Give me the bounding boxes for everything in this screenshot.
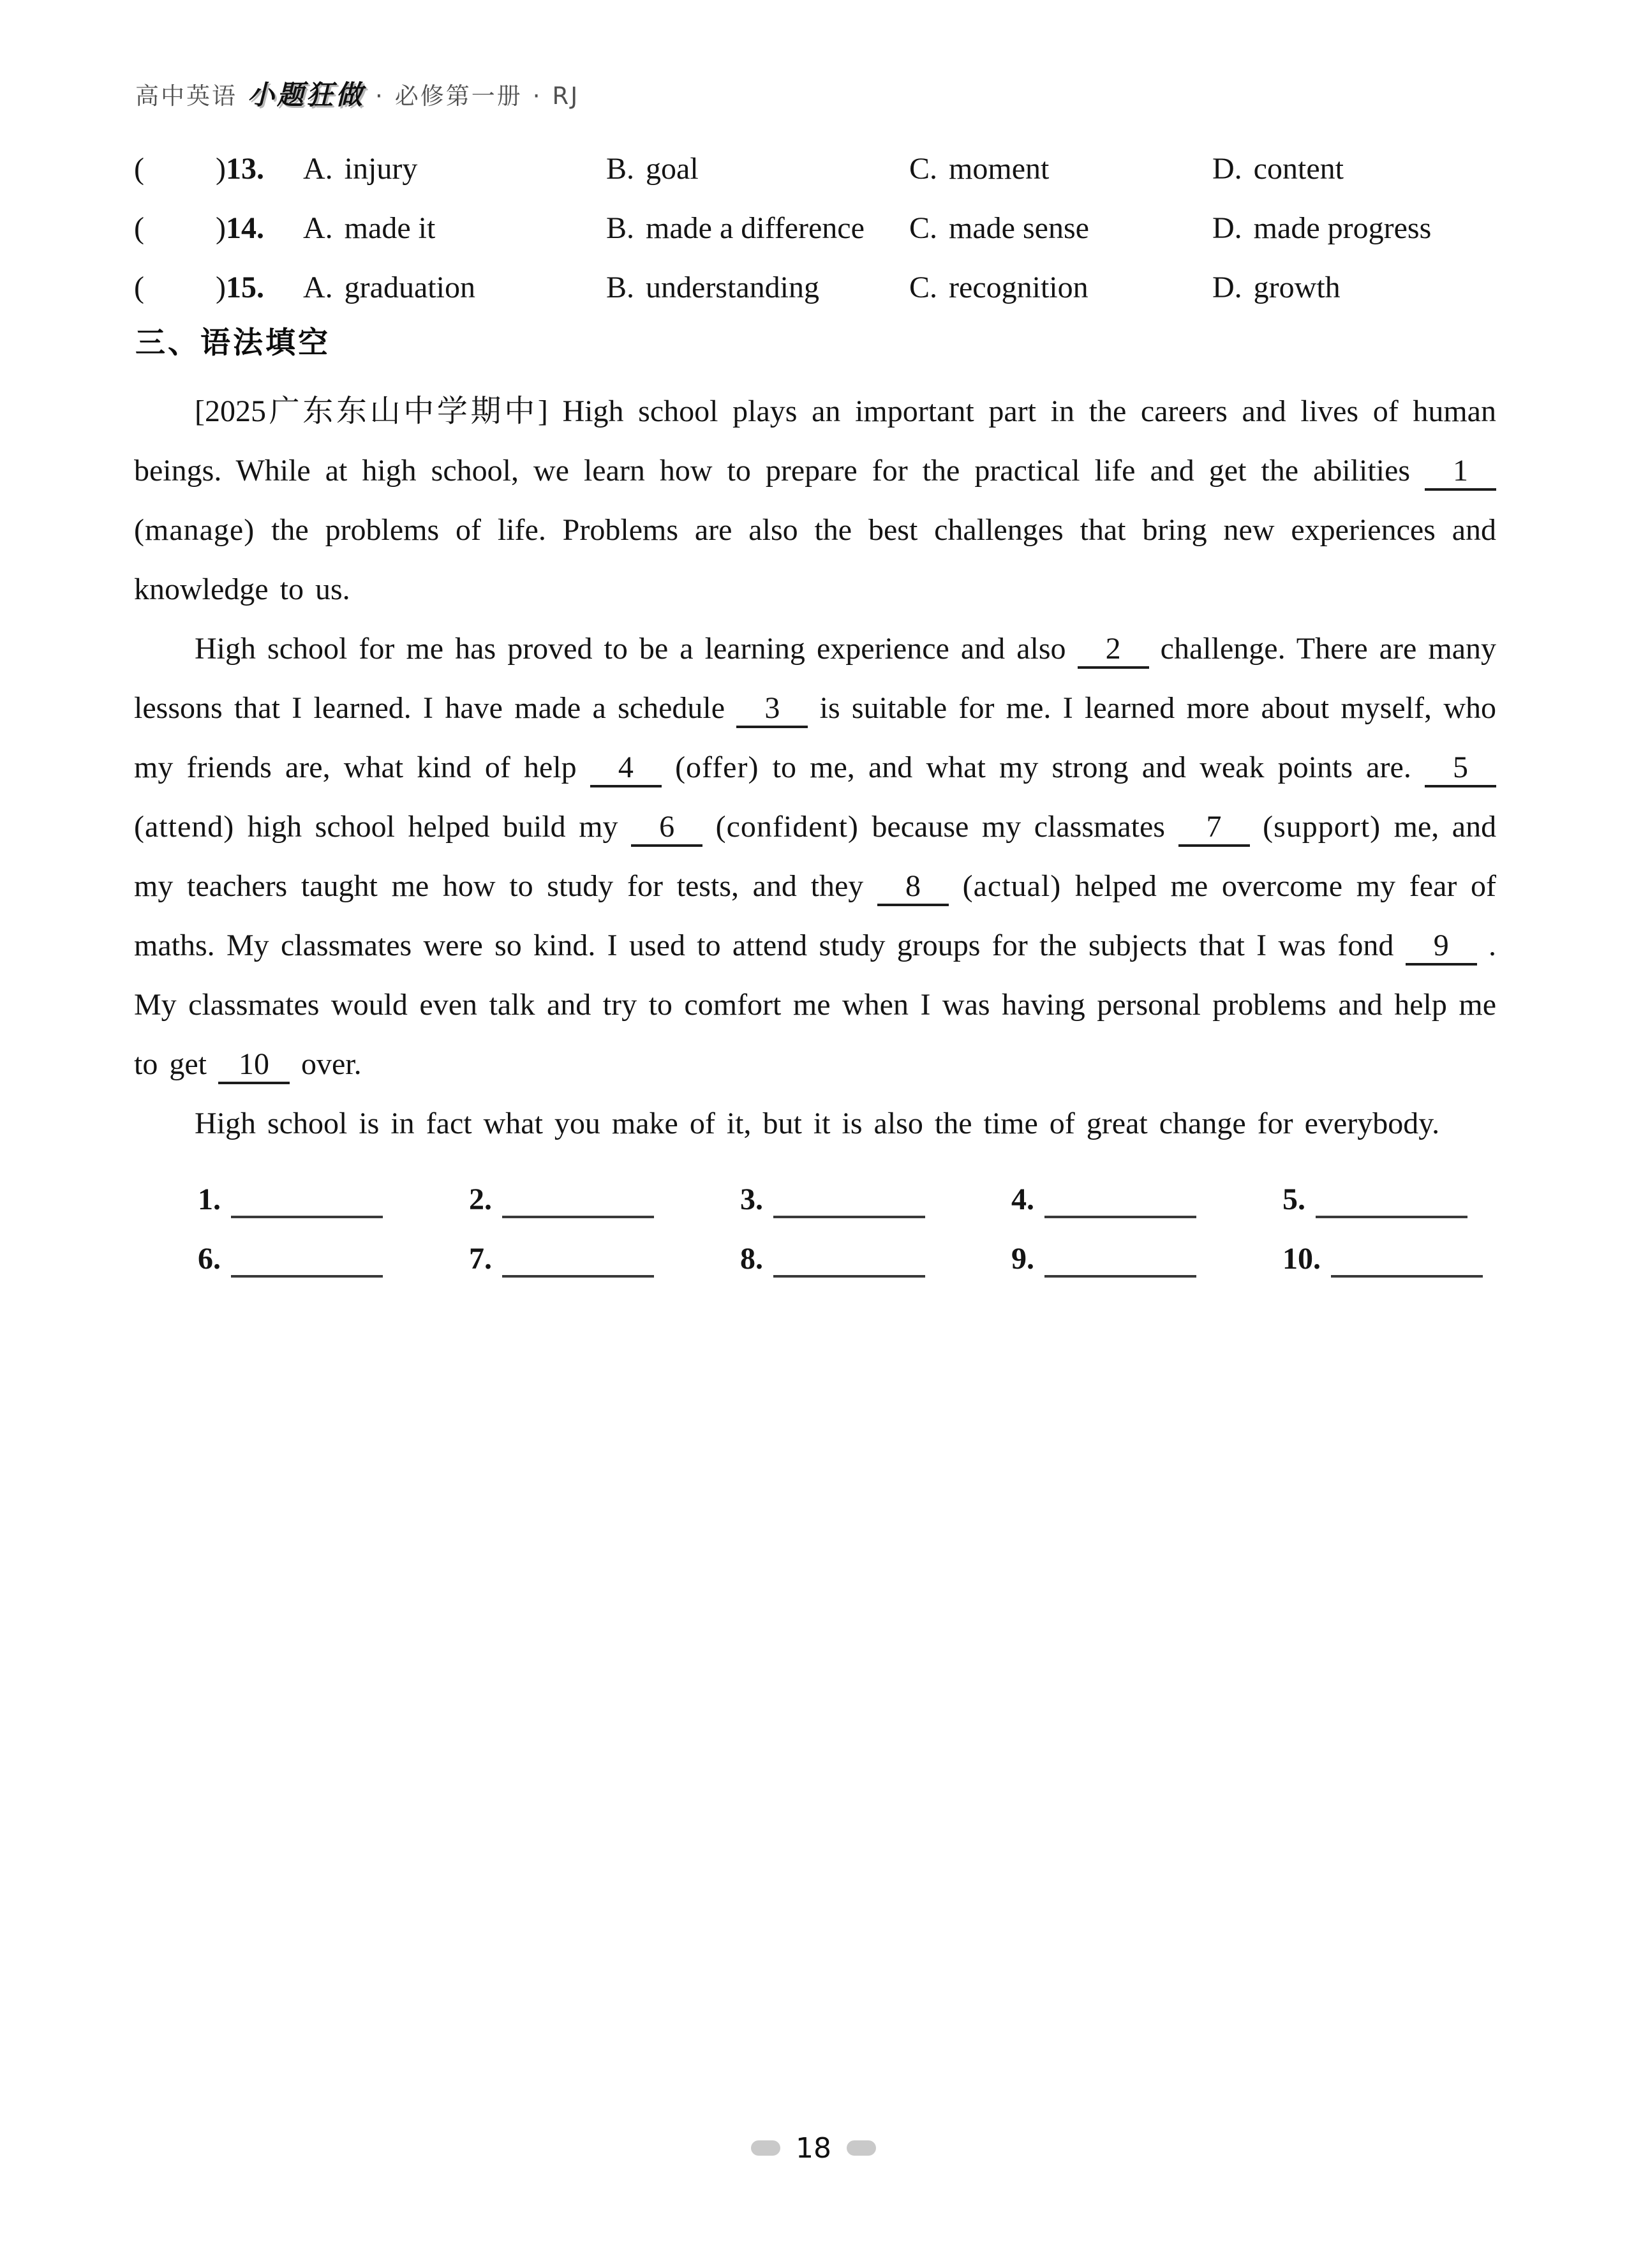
answer-line <box>1316 1188 1467 1218</box>
blank-2: 2 <box>1078 631 1149 669</box>
option-text: made a difference <box>646 211 865 245</box>
question-lead: ( )14. <box>134 211 264 245</box>
cue-word: (manage) <box>134 513 255 547</box>
answer-item <box>198 1170 469 1229</box>
blank-4: 4 <box>590 750 662 787</box>
answer-line <box>1044 1188 1196 1218</box>
answer-number: 8. <box>740 1242 763 1276</box>
answer-number: 6. <box>198 1242 221 1276</box>
passage-text: high school helped build my <box>247 810 618 844</box>
volume-label: 必修第一册 <box>394 82 523 110</box>
passage <box>134 382 1496 1153</box>
answer-number: 3. <box>740 1182 763 1216</box>
cue-word: (confident) <box>715 810 859 844</box>
option-a <box>303 139 417 198</box>
passage-text: . My classmates would even talk and try to comfort me when I was having personal problems and help me to get <box>134 929 1497 1081</box>
blank-9: 9 <box>1406 928 1477 966</box>
answer-number: 2. <box>469 1182 492 1216</box>
passage-text: challenge. There are many lessons that I learned. I have made a schedule <box>134 632 1497 725</box>
blank-3: 3 <box>736 690 808 728</box>
option-text: made progress <box>1253 211 1432 245</box>
answer-line <box>231 1188 383 1218</box>
answer-line <box>1044 1247 1196 1278</box>
option-b <box>606 258 819 317</box>
cloze-option-rows <box>134 139 1525 317</box>
answer-item <box>740 1170 1011 1229</box>
option-c <box>909 258 1088 317</box>
passage-text: High school is in fact what you make of it, but it is also the time of great change for everybody. <box>195 1107 1440 1140</box>
blank-8: 8 <box>877 869 949 906</box>
answer-item <box>1011 1229 1282 1288</box>
option-text: made it <box>344 211 436 245</box>
course-title: 高中英语 <box>135 82 237 110</box>
answer-number: 9. <box>1011 1242 1034 1276</box>
cue-word: (actual) <box>962 869 1062 903</box>
option-label: D. <box>1212 152 1242 186</box>
question-number: 14. <box>225 211 264 245</box>
option-label: C. <box>909 271 938 304</box>
page-number: 18 <box>796 2131 831 2165</box>
blank-6: 6 <box>631 809 702 847</box>
option-label: A. <box>303 271 333 304</box>
cue-word: (offer) <box>675 750 759 784</box>
answer-line <box>502 1188 654 1218</box>
option-b <box>606 139 699 198</box>
answer-number: 10. <box>1282 1242 1321 1276</box>
option-label: B. <box>606 271 635 304</box>
separator-dot: · <box>375 82 385 110</box>
source-tag: [2025广东东山中学期中] <box>195 394 548 428</box>
answer-item <box>1011 1170 1282 1229</box>
answer-number: 5. <box>1282 1182 1305 1216</box>
passage-paragraph <box>134 1094 1496 1153</box>
page-footer <box>0 2130 1627 2166</box>
option-text: content <box>1253 152 1344 186</box>
answer-item <box>469 1229 740 1288</box>
question-row <box>134 139 1525 198</box>
question-row <box>134 198 1525 258</box>
question-lead: ( )15. <box>134 271 264 304</box>
answer-line <box>502 1247 654 1278</box>
option-text: understanding <box>646 271 819 304</box>
separator-dot: · <box>532 82 542 110</box>
passage-text: over. <box>301 1047 362 1081</box>
blank-7: 7 <box>1178 809 1250 847</box>
option-label: A. <box>303 211 333 245</box>
question-number: 13. <box>225 152 264 186</box>
passage-paragraph <box>134 382 1496 619</box>
section-heading: 三、语法填空 <box>135 325 331 361</box>
blank-1: 1 <box>1425 453 1496 491</box>
passage-text: the problems of life. Problems are also the best challenges that bring new experiences and knowledge to us. <box>134 513 1497 606</box>
option-c <box>909 198 1089 258</box>
brand-logo: 小题狂做 <box>248 79 366 110</box>
option-b <box>606 198 865 258</box>
passage-text: High school plays an important part in the careers and lives of human beings. While at high school, we learn how to prepare for the practical life and get the abilities <box>134 394 1496 488</box>
option-label: D. <box>1212 211 1242 245</box>
edition-label: RJ <box>552 82 580 110</box>
answer-item <box>198 1229 469 1288</box>
option-text: made sense <box>949 211 1089 245</box>
answer-number: 4. <box>1011 1182 1034 1216</box>
answer-line <box>1331 1247 1483 1278</box>
option-d <box>1212 139 1344 198</box>
answer-row <box>198 1229 1589 1288</box>
option-label: B. <box>606 152 635 186</box>
cue-word: (support) <box>1263 810 1381 844</box>
option-text: graduation <box>344 271 475 304</box>
passage-text: High school for me has proved to be a learning experience and also <box>195 632 1066 666</box>
option-c <box>909 139 1049 198</box>
footer-pill-right <box>847 2140 876 2156</box>
page-header <box>135 74 579 112</box>
answer-line <box>231 1247 383 1278</box>
option-text: recognition <box>949 271 1088 304</box>
option-text: injury <box>344 152 418 186</box>
option-d <box>1212 198 1431 258</box>
answer-item <box>469 1170 740 1229</box>
passage-text: because my classmates <box>872 810 1165 844</box>
answer-number: 7. <box>469 1242 492 1276</box>
passage-text: helped me overcome my fear of maths. My classmates were so kind. I used to attend study groups for the subjects that I was fond <box>134 869 1497 962</box>
answer-item <box>740 1229 1011 1288</box>
option-label: C. <box>909 211 938 245</box>
blank-10: 10 <box>218 1047 290 1084</box>
passage-paragraph <box>134 619 1496 1094</box>
answer-line <box>773 1188 925 1218</box>
answer-line <box>773 1247 925 1278</box>
blank-5: 5 <box>1425 750 1496 787</box>
passage-text: me, and my teachers taught me how to study for tests, and they <box>134 810 1497 903</box>
answer-row <box>198 1170 1589 1229</box>
answer-number: 1. <box>198 1182 221 1216</box>
option-text: moment <box>949 152 1050 186</box>
question-row <box>134 258 1525 317</box>
option-label: A. <box>303 152 333 186</box>
option-a <box>303 258 475 317</box>
passage-text: to me, and what my strong and weak points are. <box>772 750 1411 784</box>
option-label: C. <box>909 152 938 186</box>
answer-item <box>1282 1170 1554 1229</box>
cue-word: (attend) <box>134 810 235 844</box>
option-label: D. <box>1212 271 1242 304</box>
option-d <box>1212 258 1341 317</box>
answer-item <box>1282 1229 1554 1288</box>
question-lead: ( )13. <box>134 152 264 186</box>
option-label: B. <box>606 211 635 245</box>
footer-pill-left <box>751 2140 780 2156</box>
answer-sheet <box>198 1170 1589 1288</box>
option-text: goal <box>646 152 699 186</box>
option-text: growth <box>1253 271 1341 304</box>
passage-text: is suitable for me. I learned more about myself, who my friends are, what kind of help <box>134 691 1497 784</box>
question-number: 15. <box>225 271 264 304</box>
option-a <box>303 198 435 258</box>
